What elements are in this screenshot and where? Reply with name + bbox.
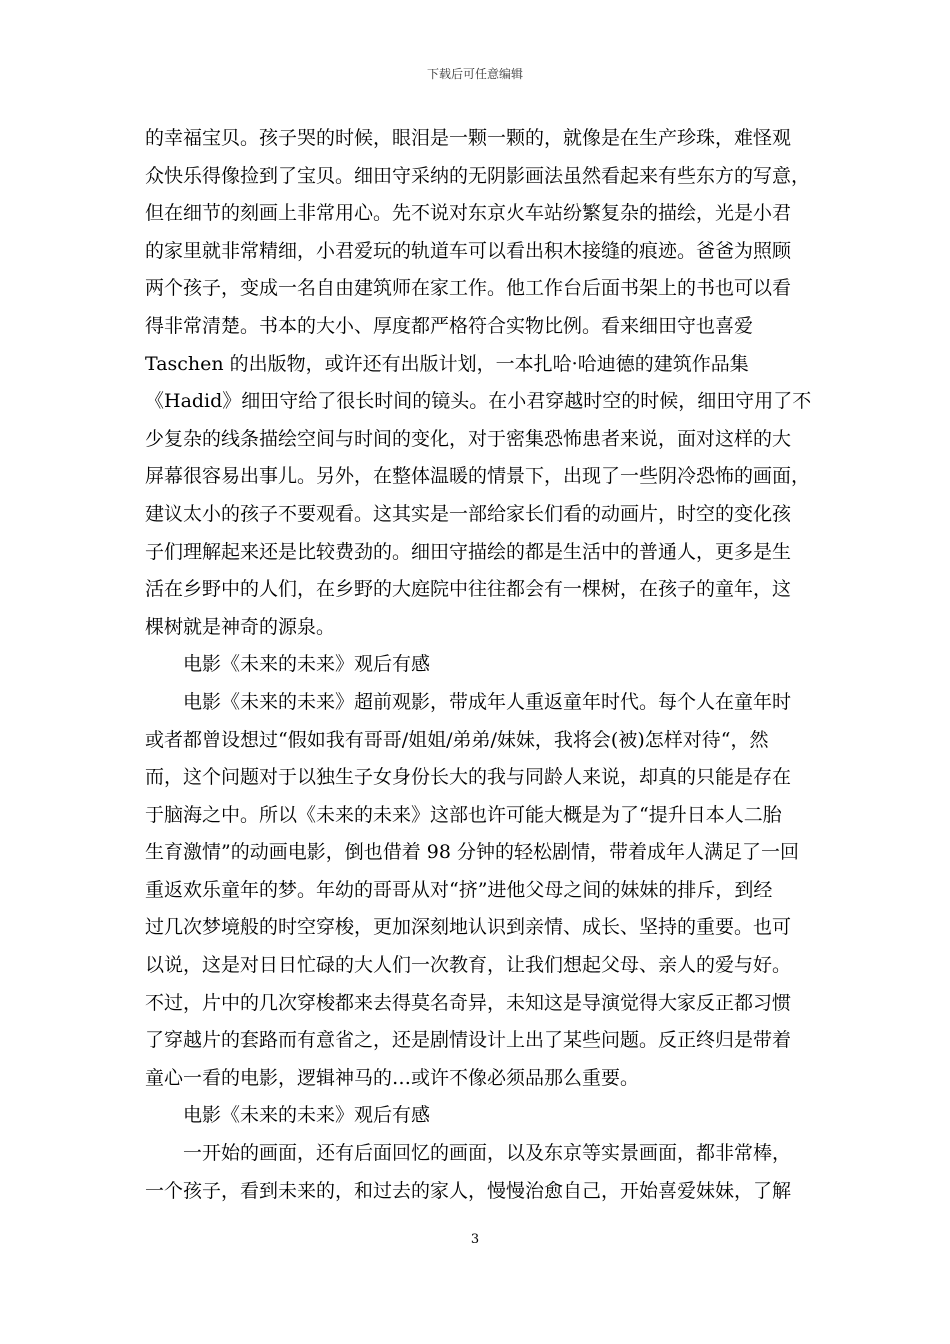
text-line: 生育激情”的动画电影，倒也借着 98 分钟的轻松剧情，带着成年人满足了一回 — [145, 841, 799, 864]
text-line: 而，这个问题对于以独生子女身份长大的我与同龄人来说，却真的只能是存在 — [145, 766, 792, 789]
text-line: 以说，这是对日日忙碌的大人们一次教育，让我们想起父母、亲人的爱与好。 — [145, 954, 792, 977]
text-line: 一个孩子，看到未来的，和过去的家人，慢慢治愈自己，开始喜爱妹妹，了解 — [145, 1179, 792, 1202]
text-line: 屏幕很容易出事儿。另外，在整体温暖的情景下，出现了一些阴冷恐怖的画面， — [145, 465, 811, 488]
section-heading-2: 电影《未来的未来》观后有感 — [183, 1104, 431, 1127]
document-body — [145, 120, 812, 1210]
paragraph-2 — [145, 684, 809, 1098]
page-header: 下载后可任意编辑 — [426, 67, 523, 81]
text-line: 了穿越片的套路而有意省之，还是剧情设计上出了某些问题。反正终归是带着 — [145, 1029, 792, 1052]
text-line: 于脑海之中。所以《未来的未来》这部也许可能大概是为了“提升日本人二胎 — [145, 803, 782, 826]
paragraph-3 — [145, 1135, 809, 1210]
paragraph-1 — [145, 120, 812, 646]
text-line: 重返欢乐童年的梦。年幼的哥哥从对“挤”进他父母之间的妹妹的排斥，到经 — [145, 878, 773, 901]
section-heading-1: 电影《未来的未来》观后有感 — [183, 653, 431, 676]
text-line: 建议太小的孩子不要观看。这其实是一部给家长们看的动画片，时空的变化孩 — [145, 502, 792, 525]
text-line: 两个孩子，变成一名自由建筑师在家工作。他工作台后面书架上的书也可以看 — [145, 277, 792, 300]
text-line: 少复杂的线条描绘空间与时间的变化，对于密集恐怖患者来说，面对这样的大 — [145, 427, 792, 450]
text-line: 童心一看的电影，逻辑神马的…或许不像必须品那么重要。 — [145, 1066, 640, 1089]
text-line: 一开始的画面，还有后面回忆的画面，以及东京等实景画面，都非常棒， — [183, 1142, 792, 1165]
text-line: 电影《未来的未来》超前观影，带成年人重返童年时代。每个人在童年时 — [183, 690, 792, 713]
text-line: 不过，片中的几次穿梭都来去得莫名奇异，未知这是导演觉得大家反正都习惯 — [145, 991, 792, 1014]
text-line: 但在细节的刻画上非常用心。先不说对东京火车站纷繁复杂的描绘，光是小君 — [145, 202, 792, 225]
text-line: 众快乐得像捡到了宝贝。细田守采纳的无阴影画法虽然看起来有些东方的写意， — [145, 164, 811, 187]
text-line: 的幸福宝贝。孩子哭的时候，眼泪是一颗一颗的，就像是在生产珍珠，难怪观 — [145, 127, 792, 149]
text-line: 过几次梦境般的时空穿梭，更加深刻地认识到亲情、成长、坚持的重要。也可 — [145, 916, 792, 939]
text-line: 活在乡野中的人们，在乡野的大庭院中往往都会有一棵树，在孩子的童年，这 — [145, 578, 792, 601]
text-line: 或者都曾设想过“假如我有哥哥/姐姐/弟弟/妹妹，我将会(被)怎样对待“，然 — [145, 728, 769, 751]
text-line: 的家里就非常精细，小君爱玩的轨道车可以看出积木接缝的痕迹。爸爸为照顾 — [145, 239, 792, 262]
text-line: Taschen 的出版物，或许还有出版计划，一本扎哈·哈迪德的建筑作品集 — [145, 352, 749, 375]
page-number: 3 — [470, 1232, 480, 1247]
text-line: 得非常清楚。书本的大小、厚度都严格符合实物比例。看来细田守也喜爱 — [145, 314, 754, 337]
text-line: 棵树就是神奇的源泉。 — [145, 615, 336, 638]
text-line: 《Hadid》细田守给了很长时间的镜头。在小君穿越时空的时候，细田守用了不 — [145, 390, 812, 413]
text-line: 子们理解起来还是比较费劲的。细田守描绘的都是生活中的普通人，更多是生 — [145, 540, 792, 563]
